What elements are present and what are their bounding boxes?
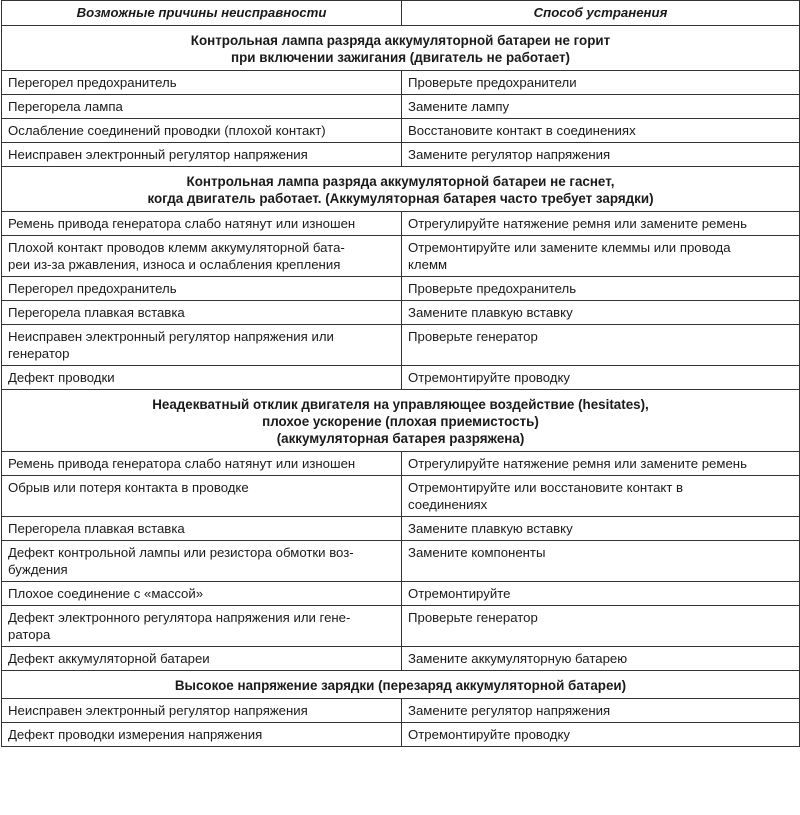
cause-cell-line: ратора — [8, 627, 51, 642]
cause-cell — [2, 212, 402, 236]
remedy-cell-line: Замените аккумуляторную батарею — [408, 651, 628, 666]
cause-cell — [2, 366, 402, 390]
remedy-cell-line: Замените плавкую вставку — [408, 305, 573, 320]
remedy-cell-line: Проверьте генератор — [408, 610, 538, 625]
remedy-cell-line: Отремонтируйте — [408, 586, 511, 601]
cause-cell — [2, 699, 402, 723]
cause-cell-line: генератор — [8, 346, 70, 361]
cause-cell-line: Дефект контрольной лампы или резистора обмотки воз- — [8, 545, 354, 560]
remedy-cell — [402, 71, 800, 95]
cause-cell-line: Неисправен электронный регулятор напряжения — [8, 147, 308, 162]
cause-cell — [2, 541, 402, 582]
cause-cell — [2, 582, 402, 606]
table-row — [2, 71, 800, 95]
table-row — [2, 723, 800, 747]
troubleshooting-table — [1, 0, 800, 747]
section-title-line: Неадекватный отклик двигателя на управляющее воздействие (hesitates), — [152, 397, 649, 412]
cause-cell-line: Дефект проводки измерения напряжения — [8, 727, 263, 742]
remedy-cell — [402, 325, 800, 366]
remedy-cell — [402, 212, 800, 236]
table-row — [2, 517, 800, 541]
header-remedy: Способ устранения — [402, 1, 800, 26]
section-title-line: плохое ускорение (плохая приемистость) — [262, 414, 539, 429]
table-row — [2, 606, 800, 647]
remedy-cell — [402, 452, 800, 476]
cause-cell-line: реи из-за ржавления, износа и ослабления крепления — [8, 257, 341, 272]
cause-cell — [2, 647, 402, 671]
remedy-cell-line: Отремонтируйте проводку — [408, 727, 571, 742]
cause-cell — [2, 723, 402, 747]
section-title-line: Высокое напряжение зарядки (перезаряд аккумуляторной батареи) — [174, 678, 627, 693]
cause-cell — [2, 71, 402, 95]
table-row — [2, 582, 800, 606]
section-title-line: Контрольная лампа разряда аккумуляторной батареи не горит — [190, 33, 611, 48]
cause-cell — [2, 452, 402, 476]
remedy-cell-line: Проверьте предохранители — [408, 75, 577, 90]
cause-cell-line: Плохой контакт проводов клемм аккумуляторной бата- — [8, 240, 345, 255]
cause-cell — [2, 95, 402, 119]
table-row — [2, 143, 800, 167]
section-title — [2, 167, 800, 212]
table-row — [2, 119, 800, 143]
section-title-line: когда двигатель работает. (Аккумуляторная батарея часто требует зарядки) — [147, 191, 654, 206]
cause-cell-line: Дефект проводки — [8, 370, 115, 385]
remedy-cell-line: Отрегулируйте натяжение ремня или замените ремень — [408, 456, 747, 471]
cause-cell-line: Ремень привода генератора слабо натянут или изношен — [8, 456, 356, 471]
cause-cell — [2, 325, 402, 366]
table-row — [2, 325, 800, 366]
section-title-line: при включении зажигания (двигатель не работает) — [231, 50, 570, 65]
table-row — [2, 95, 800, 119]
cause-cell — [2, 517, 402, 541]
section-title-row — [2, 390, 800, 452]
table-row — [2, 236, 800, 277]
table-row — [2, 699, 800, 723]
remedy-cell — [402, 606, 800, 647]
remedy-cell — [402, 301, 800, 325]
table-row — [2, 212, 800, 236]
remedy-cell-line: Отрегулируйте натяжение ремня или замените ремень — [408, 216, 747, 231]
remedy-cell-line: Замените компоненты — [408, 545, 546, 560]
cause-cell-line: буждения — [8, 562, 68, 577]
header-cause: Возможные причины неисправности — [2, 1, 402, 26]
remedy-cell — [402, 582, 800, 606]
remedy-cell-line: Восстановите контакт в соединениях — [408, 123, 636, 138]
section-title — [2, 671, 800, 699]
remedy-cell — [402, 143, 800, 167]
cause-cell — [2, 236, 402, 277]
remedy-cell — [402, 723, 800, 747]
section-title-row — [2, 26, 800, 71]
cause-cell-line: Обрыв или потеря контакта в проводке — [8, 480, 249, 495]
cause-cell-line: Ремень привода генератора слабо натянут или изношен — [8, 216, 356, 231]
cause-cell-line: Перегорел предохранитель — [8, 281, 177, 296]
cause-cell-line: Плохое соединение с «массой» — [8, 586, 204, 601]
remedy-cell — [402, 236, 800, 277]
remedy-cell-line: Замените регулятор напряжения — [408, 703, 611, 718]
cause-cell — [2, 476, 402, 517]
remedy-cell — [402, 647, 800, 671]
cause-cell-line: Дефект электронного регулятора напряжения или гене- — [8, 610, 351, 625]
cause-cell-line: Перегорел предохранитель — [8, 75, 177, 90]
cause-cell — [2, 119, 402, 143]
table-row — [2, 301, 800, 325]
remedy-cell — [402, 119, 800, 143]
table-row — [2, 647, 800, 671]
section-title-row — [2, 671, 800, 699]
remedy-cell-line: Замените лампу — [408, 99, 510, 114]
cause-cell-line: Ослабление соединений проводки (плохой контакт) — [8, 123, 326, 138]
remedy-cell-line: Отремонтируйте или восстановите контакт в — [408, 480, 684, 495]
remedy-cell — [402, 541, 800, 582]
remedy-cell — [402, 517, 800, 541]
remedy-cell-line: Замените регулятор напряжения — [408, 147, 611, 162]
table-row — [2, 541, 800, 582]
table-body — [2, 26, 800, 747]
remedy-cell-line: клемм — [408, 257, 448, 272]
remedy-cell-line: Замените плавкую вставку — [408, 521, 573, 536]
remedy-cell-line: Проверьте предохранитель — [408, 281, 577, 296]
section-title — [2, 390, 800, 452]
section-title-row — [2, 167, 800, 212]
table-header-row — [2, 1, 800, 26]
section-title — [2, 26, 800, 71]
remedy-cell-line: Отремонтируйте или замените клеммы или провода — [408, 240, 731, 255]
table-row — [2, 476, 800, 517]
cause-cell-line: Перегорела плавкая вставка — [8, 521, 185, 536]
section-title-line: (аккумуляторная батарея разряжена) — [276, 431, 525, 446]
remedy-cell — [402, 95, 800, 119]
cause-cell-line: Дефект аккумуляторной батареи — [8, 651, 210, 666]
remedy-cell — [402, 476, 800, 517]
cause-cell-line: Неисправен электронный регулятор напряжения или — [8, 329, 334, 344]
section-title-line: Контрольная лампа разряда аккумуляторной батареи не гаснет, — [186, 174, 615, 189]
table-row — [2, 366, 800, 390]
table-row — [2, 277, 800, 301]
cause-cell-line: Неисправен электронный регулятор напряжения — [8, 703, 308, 718]
remedy-cell — [402, 366, 800, 390]
remedy-cell-line: Отремонтируйте проводку — [408, 370, 571, 385]
remedy-cell-line: соединениях — [408, 497, 488, 512]
cause-cell — [2, 301, 402, 325]
cause-cell — [2, 143, 402, 167]
remedy-cell-line: Проверьте генератор — [408, 329, 538, 344]
cause-cell-line: Перегорела плавкая вставка — [8, 305, 185, 320]
remedy-cell — [402, 277, 800, 301]
cause-cell — [2, 277, 402, 301]
cause-cell — [2, 606, 402, 647]
table-row — [2, 452, 800, 476]
remedy-cell — [402, 699, 800, 723]
cause-cell-line: Перегорела лампа — [8, 99, 123, 114]
